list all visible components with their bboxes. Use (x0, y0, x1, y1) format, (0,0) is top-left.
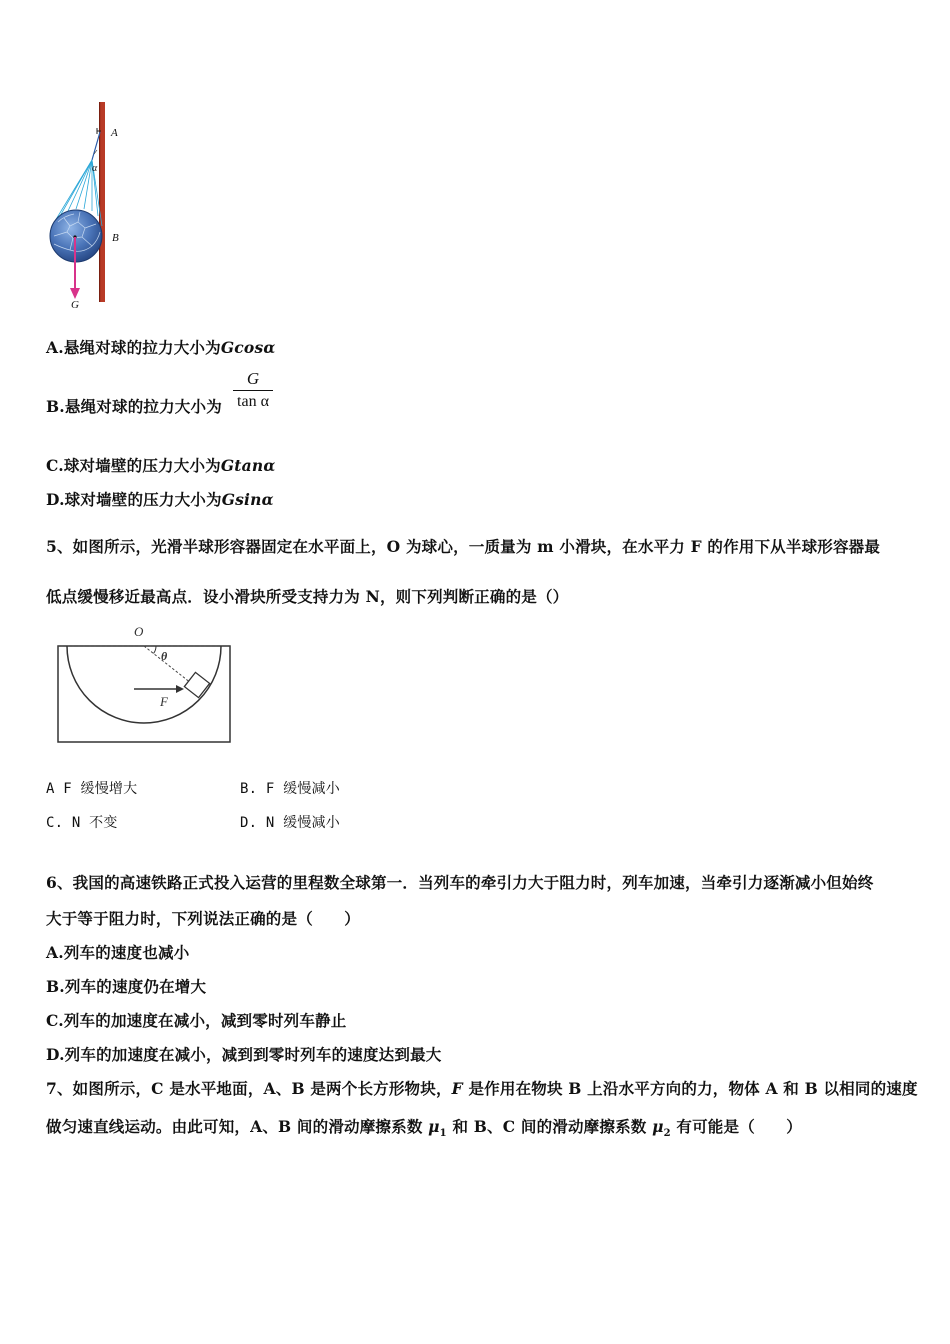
q4-option-b-fraction (232, 368, 274, 413)
label-theta: θ (161, 649, 168, 663)
q6-stem-line2: 大于等于阻力时，下列说法正确的是（ ） (46, 909, 361, 928)
q5-option-b: B. F 缓慢减小 (240, 781, 340, 797)
mu-2: μ (652, 1117, 664, 1136)
q6-option-c: C.列车的加速度在减小，减到零时列车静止 (46, 1011, 347, 1030)
figure-ball-on-wall (40, 98, 140, 316)
label-a: A (111, 127, 118, 139)
fraction-numerator: G (246, 369, 260, 388)
figure-hemisphere-container (52, 620, 237, 748)
slider-block (184, 672, 209, 697)
q5-option-c: C. N 不变 (46, 815, 118, 831)
q4-option-b: B.悬绳对球的拉力大小为 (46, 397, 222, 416)
label-b: B (112, 232, 119, 244)
q4-option-d: D.球对墙壁的压力大小为Gsinα (46, 490, 274, 509)
wall (100, 102, 105, 302)
label-g: G (71, 299, 79, 311)
q6-stem-line1: 6、我国的高速铁路正式投入运营的里程数全球第一．当列车的牵引力大于阻力时，列车加速，当牵引力逐渐减小但始终 (46, 873, 874, 892)
q4-option-a: A.悬绳对球的拉力大小为Gcosα (46, 338, 276, 357)
label-alpha: α (92, 163, 98, 174)
q5-stem-line1: 5、如图所示，光滑半球形容器固定在水平面上，O 为球心，一质量为 m 小滑块，在水平力 F 的作用下从半球形容器最 (46, 537, 881, 556)
fraction-denominator: tan α (237, 393, 269, 410)
label-f: F (160, 694, 168, 709)
q7-stem-line2: 做匀速直线运动。由此可知，A、B 间的滑动摩擦系数 $\mu_1$ 和 B、C 间的滑动摩擦系数 $\mu_2$ 有可能是（ ） (46, 1117, 802, 1140)
q5-option-d: D. N 缓慢减小 (240, 815, 340, 831)
q6-option-a: A.列车的速度也减小 (46, 943, 190, 962)
q7-stem-line1: 7、如图所示，C 是水平地面，A、B 是两个长方形物块，F 是作用在物块 B 上沿水平方向的力，物体 A 和 B 以相同的速度 (46, 1079, 918, 1098)
mu-1: μ (428, 1117, 440, 1136)
q5-stem-line2: 低点缓慢移近最高点．设小滑块所受支持力为 N，则下列判断正确的是（） (46, 587, 569, 606)
q6-option-d: D.列车的加速度在减小，减到到零时列车的速度达到最大 (46, 1045, 442, 1064)
q6-option-b: B.列车的速度仍在增大 (46, 977, 207, 996)
q5-option-a: A F 缓慢增大 (46, 781, 138, 797)
label-o: O (134, 624, 144, 639)
q4-option-c: C.球对墙壁的压力大小为Gtanα (46, 456, 276, 475)
